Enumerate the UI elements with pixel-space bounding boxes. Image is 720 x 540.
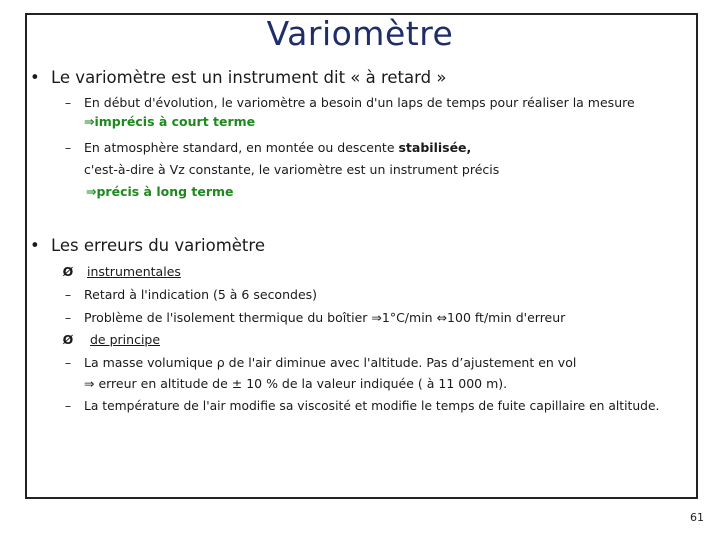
item-text-a: En atmosphère standard, en montée ou descente	[84, 140, 399, 155]
dash-glyph: –	[64, 355, 72, 370]
page-number: 61	[690, 511, 704, 524]
bullet-glyph: •	[30, 68, 40, 87]
section1-heading: Le variomètre est un instrument dit « à retard »	[51, 68, 447, 87]
item-text: ⇒ erreur en altitude de ± 10 % de la valeur indiquée ( à 11 000 m).	[84, 376, 508, 391]
item-text: c'est-à-dire à Vz constante, le variomètre est un instrument précis	[84, 162, 500, 177]
item-text: Retard à l'indication (5 à 6 secondes)	[84, 287, 318, 302]
item-text: La température de l'air modifie sa viscosité et modifie le temps de fuite capillaire en altitude.	[84, 399, 660, 413]
dash-glyph: –	[64, 287, 72, 302]
dash-glyph: –	[64, 95, 72, 110]
category-label: de principe	[90, 332, 161, 347]
item-text-bold: stabilisée,	[398, 140, 472, 155]
bullet-glyph: •	[30, 236, 40, 255]
item-text: En début d'évolution, le variomètre a besoin d'un laps de temps pour réaliser la mesure	[84, 95, 635, 110]
arrow-bullet-icon: Ø	[62, 332, 74, 347]
item-text	[84, 137, 471, 159]
slide-title: Variomètre	[266, 14, 454, 53]
category-label: instrumentales	[87, 264, 181, 279]
imprecise-short-term: ⇒imprécis à court terme	[84, 114, 256, 129]
item-text: La masse volumique ρ de l'air diminue avec l'altitude. Pas d’ajustement en vol	[84, 355, 577, 370]
item-text: Problème de l'isolement thermique du boîtier ⇒1°C/min ⇔100 ft/min d'erreur	[84, 310, 566, 325]
section2-heading: Les erreurs du variomètre	[51, 236, 265, 255]
arrow-bullet-icon: Ø	[62, 264, 74, 279]
dash-glyph: –	[64, 398, 72, 413]
dash-glyph: –	[64, 310, 72, 325]
precise-long-term: ⇒précis à long terme	[86, 184, 234, 199]
dash-glyph: –	[64, 140, 72, 155]
